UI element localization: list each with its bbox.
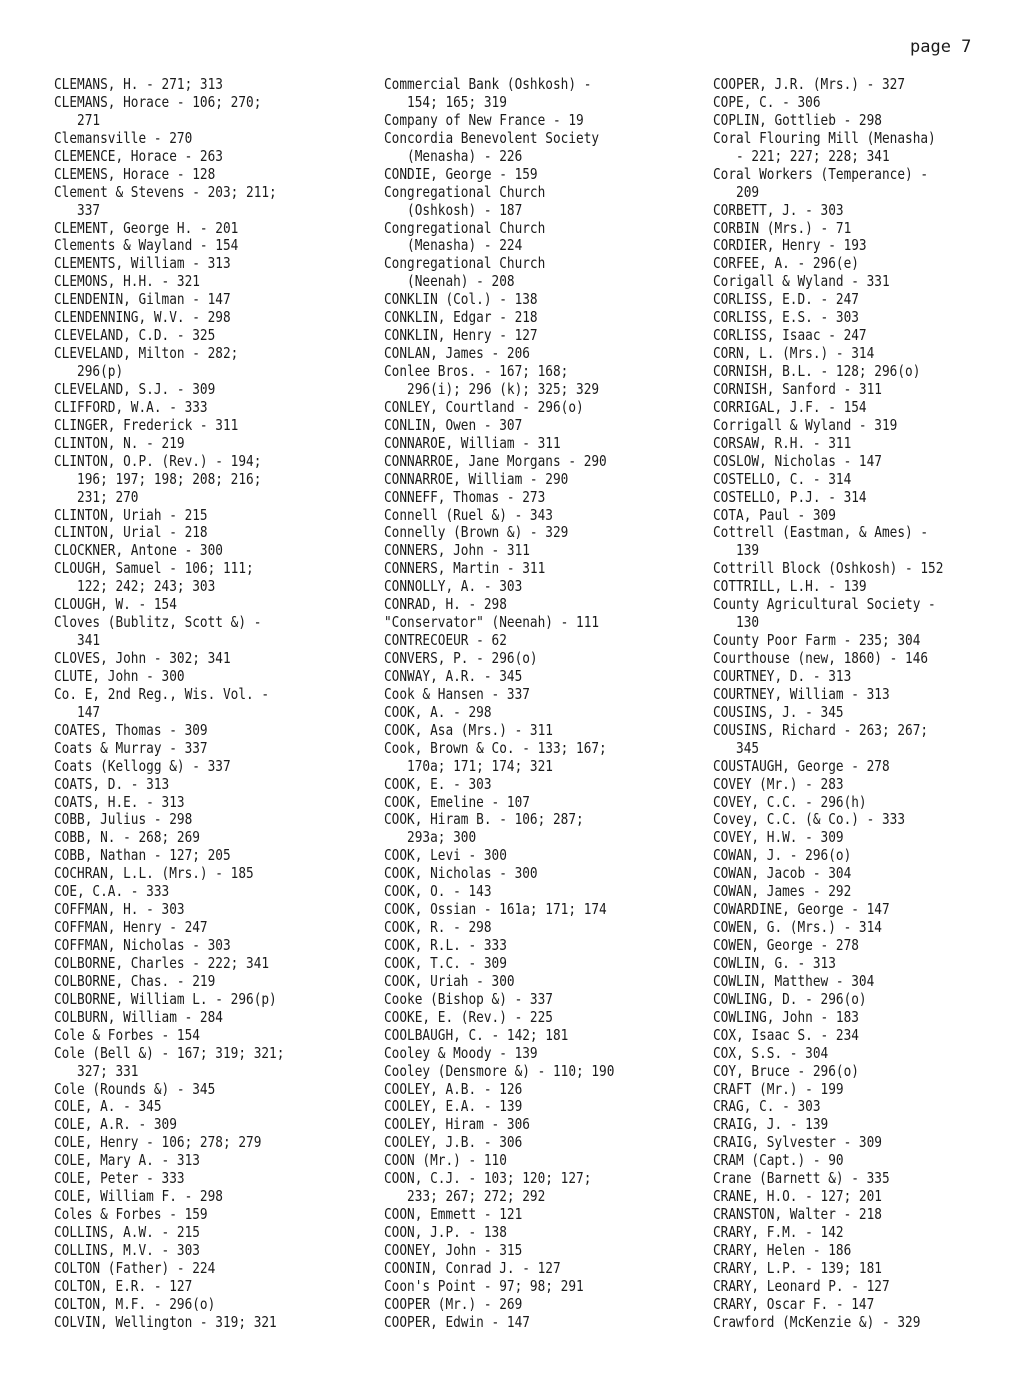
index-entry-line: CONNERS, Martin - 311 [384,559,546,578]
index-entry-line: COWEN, G. (Mrs.) - 314 [713,918,882,937]
index-entry-line: COOLEY, Hiram - 306 [384,1115,530,1134]
index-entry-line: COFFMAN, Henry - 247 [54,918,208,937]
index-entry-line: "Conservator" (Neenah) - 111 [384,613,600,632]
index-entry-line: Clemansville - 270 [54,128,193,147]
index-entry-line: Co. E, 2nd Reg., Wis. Vol. - [54,684,270,703]
index-entry-line: CORNISH, Sanford - 311 [713,379,882,398]
index-entry-line: COOPER (Mr.) - 269 [384,1294,523,1313]
index-entry-line: (Menasha) - 224 [384,236,523,255]
index-entry-line: COTA, Paul - 309 [713,505,836,524]
index-entry-line: CLINTON, Uriah - 215 [54,505,208,524]
index-entry-line: CONKLIN, Henry - 127 [384,326,538,345]
index-entry-line: COOLEY, E.A. - 139 [384,1097,523,1116]
index-entry-line: COATES, Thomas - 309 [54,720,208,739]
index-entry-line: Coon's Point - 97; 98; 291 [384,1276,584,1295]
index-entry-line: COOK, R.L. - 333 [384,936,507,954]
index-entry-line: COSTELLO, C. - 314 [713,469,852,488]
index-entry-line: COVEY, C.C. - 296(h) [713,792,867,811]
index-entry-line: (Menasha) - 226 [384,146,523,165]
index-entry-line: CLINTON, O.P. (Rev.) - 194; [54,451,262,470]
index-entry-line: CLIFFORD, W.A. - 333 [54,397,208,416]
index-entry-line: COLLINS, M.V. - 303 [54,1240,200,1259]
index-entry-line: COON (Mr.) - 110 [384,1151,507,1170]
index-entry-line: Clement & Stevens - 203; 211; [54,182,277,201]
index-entry-line: COOK, Ossian - 161a; 171; 174 [384,900,607,919]
index-entry-line: COOKE, E. (Rev.) - 225 [384,1007,553,1026]
index-entry-line: COPLIN, Gottlieb - 298 [713,110,882,129]
index-entry-line: COOK, Asa (Mrs.) - 311 [384,720,553,739]
index-entry-line: 271 [54,110,101,129]
index-entry-line: 154; 165; 319 [384,92,507,111]
index-entry-line: Courthouse (new, 1860) - 146 [713,649,929,667]
index-column-3 [713,76,990,1332]
page-number: page 7 [910,37,972,57]
index-entry-line: COON, C.J. - 103; 120; 127; [384,1169,592,1188]
index-entry-line: CORFEE, A. - 296(e) [713,254,859,273]
index-entry-line: CORLISS, E.S. - 303 [713,308,859,327]
index-entry-line: COBB, N. - 268; 269 [54,828,200,847]
index-entry-line: COWAN, James - 292 [713,882,852,901]
index-entry-line: 139 [713,541,760,560]
index-entry-line: COSLOW, Nicholas - 147 [713,451,882,470]
index-entry-line: COLBORNE, Charles - 222; 341 [54,953,270,972]
index-entry-line: CRARY, F.M. - 142 [713,1223,844,1241]
index-entry-line: CONNERS, John - 311 [384,541,530,560]
index-entry-line: CONNEFF, Thomas - 273 [384,487,546,506]
index-entry-line: Cook & Hansen - 337 [384,684,530,703]
index-entry-line: CLENDENIN, Gilman - 147 [54,290,231,309]
index-entry-line: COOPER, J.R. (Mrs.) - 327 [713,75,906,93]
index-entry-line: Concordia Benevolent Society [384,128,600,147]
index-entry-line: CORN, L. (Mrs.) - 314 [713,344,875,363]
index-entry-line: COOPER, Edwin - 147 [384,1312,530,1331]
index-entry-line: CLOUGH, Samuel - 106; 111; [54,559,254,578]
index-entry-line: COLVIN, Wellington - 319; 321 [54,1312,277,1331]
index-entry-line: Cole & Forbes - 154 [54,1025,200,1044]
index-entry-line: Congregational Church [384,182,546,201]
index-entry-line: COLE, William F. - 298 [54,1187,223,1206]
index-entry-line: Company of New France - 19 [384,110,584,129]
index-entry-line: COLTON, E.R. - 127 [54,1276,193,1295]
index-entry-line: Cole (Rounds &) - 345 [54,1079,216,1098]
index-entry-line: CONNOLLY, A. - 303 [384,577,523,596]
index-entry-line: CRAFT (Mr.) - 199 [713,1079,844,1098]
index-entry-line: County Agricultural Society - [713,595,936,614]
index-entry-line: COUSINS, J. - 345 [713,702,844,721]
index-entry-line: CONDIE, George - 159 [384,164,538,183]
index-entry-line: COWLING, John - 183 [713,1007,859,1026]
index-entry-line: CRAM (Capt.) - 90 [713,1151,844,1170]
index-entry-line: COSTELLO, P.J. - 314 [713,487,867,506]
index-entry-line: CONLEY, Courtland - 296(o) [384,397,584,416]
index-entry-line: COOLEY, A.B. - 126 [384,1079,523,1098]
index-entry-line: Congregational Church [384,254,546,273]
index-entry-line: Cottrell (Eastman, & Ames) - [713,523,929,542]
index-entry-line: COUSTAUGH, George - 278 [713,756,890,775]
index-entry-line: 296(p) [54,362,124,380]
index-entry-line: CORBIN (Mrs.) - 71 [713,218,852,237]
index-entry-line: CLEMENTS, William - 313 [54,254,231,273]
index-entry-line: CLINGER, Frederick - 311 [54,415,239,434]
index-entry-line: Coral Flouring Mill (Menasha) [713,128,936,147]
index-entry-line: COOK, Nicholas - 300 [384,864,538,883]
index-entry-line: CORLISS, E.D. - 247 [713,290,859,309]
index-entry-line: CRARY, Oscar F. - 147 [713,1294,875,1313]
index-entry-line: Cooley (Densmore &) - 110; 190 [384,1061,615,1080]
index-entry-line: COATS, H.E. - 313 [54,792,185,811]
index-entry-line: CORLISS, Isaac - 247 [713,326,867,345]
index-entry-line: Cook, Brown & Co. - 133; 167; [384,738,607,757]
index-entry-line: COOK, O. - 143 [384,882,492,901]
index-entry-line: COON, J.P. - 138 [384,1223,507,1241]
index-entry-line: COLLINS, A.W. - 215 [54,1223,200,1241]
index-entry-line: COFFMAN, Nicholas - 303 [54,936,231,954]
index-entry-line: CRANE, H.O. - 127; 201 [713,1187,882,1206]
index-entry-line: COLE, Mary A. - 313 [54,1151,200,1170]
index-entry-line: COATS, D. - 313 [54,774,170,793]
index-column-1 [54,76,331,1332]
index-entry-line: Corrigall & Wyland - 319 [713,415,898,434]
index-entry-line: CRARY, Helen - 186 [713,1240,852,1259]
index-entry-line: 130 [713,613,760,632]
index-entry-line: CONLAN, James - 206 [384,344,530,363]
index-entry-line: Crane (Barnett &) - 335 [713,1169,890,1188]
index-entry-line: COWARDINE, George - 147 [713,900,890,919]
index-entry-line: COWLING, D. - 296(o) [713,989,867,1008]
index-entry-line: CLEMANS, H. - 271; 313 [54,75,223,93]
index-entry-line: COOLBAUGH, C. - 142; 181 [384,1025,569,1044]
index-entry-line: CRAIG, J. - 139 [713,1115,829,1134]
index-entry-line: CLEMONS, H.H. - 321 [54,272,200,291]
index-entry-line: Coats & Murray - 337 [54,738,208,757]
index-entry-line: COLE, A. - 345 [54,1097,162,1116]
index-entry-line: Connelly (Brown &) - 329 [384,523,569,542]
index-entry-line: 296(i); 296 (k); 325; 329 [384,379,600,398]
index-entry-line: COOK, E. - 303 [384,774,492,793]
index-entry-line: CONVERS, P. - 296(o) [384,649,538,667]
index-entry-line: - 221; 227; 228; 341 [713,146,890,165]
index-entry-line: COE, C.A. - 333 [54,882,170,901]
index-entry-line: 147 [54,702,101,721]
index-entry-line: CLENDENNING, W.V. - 298 [54,308,231,327]
index-entry-line: COLE, Henry - 106; 278; 279 [54,1133,262,1152]
index-entry-line: 122; 242; 243; 303 [54,577,216,596]
index-entry-line: CONNARROE, Jane Morgans - 290 [384,451,607,470]
index-entry-line: CONTRECOEUR - 62 [384,631,507,650]
index-entry-line: Congregational Church [384,218,546,237]
index-entry-line: Cooke (Bishop &) - 337 [384,989,553,1008]
index-entry-line: 209 [713,182,760,201]
index-entry-line: CLOCKNER, Antone - 300 [54,541,223,560]
index-entry-line: COOK, Levi - 300 [384,846,507,865]
index-entry-line: CONNARROE, William - 290 [384,469,569,488]
index-entry-line: 341 [54,631,101,650]
index-entry-line: Commercial Bank (Oshkosh) - [384,75,592,93]
index-entry-line: COTTRILL, L.H. - 139 [713,577,867,596]
index-entry-line: Cole (Bell &) - 167; 319; 321; [54,1043,285,1062]
index-entry-line: COX, Isaac S. - 234 [713,1025,859,1044]
index-entry-line: COURTNEY, D. - 313 [713,666,852,685]
index-entry-line: COLE, Peter - 333 [54,1169,185,1188]
index-entry-line: CLEMANS, Horace - 106; 270; [54,92,262,111]
index-entry-line: Coles & Forbes - 159 [54,1205,208,1224]
index-entry-line: CLEMENS, Horace - 128 [54,164,216,183]
index-entry-line: CLUTE, John - 300 [54,666,185,685]
index-entry-line: COONIN, Conrad J. - 127 [384,1258,561,1277]
index-entry-line: CLEMENCE, Horace - 263 [54,146,223,165]
index-entry-line: CLEVELAND, Milton - 282; [54,344,239,363]
index-entry-line: (Neenah) - 208 [384,272,515,291]
index-entry-line: COURTNEY, William - 313 [713,684,890,703]
index-entry-line: 170a; 171; 174; 321 [384,756,553,775]
index-entry-line: CLOUGH, W. - 154 [54,595,177,614]
index-entry-line: COCHRAN, L.L. (Mrs.) - 185 [54,864,254,883]
index-entry-line: COOK, Hiram B. - 106; 287; [384,810,584,829]
index-entry-line: COWAN, J. - 296(o) [713,846,852,865]
index-entry-line: CRAG, C. - 303 [713,1097,821,1116]
index-entry-line: COWLIN, Matthew - 304 [713,971,875,990]
index-entry-line: COBB, Nathan - 127; 205 [54,846,231,865]
index-entry-line: COLE, A.R. - 309 [54,1115,177,1134]
index-entry-line: County Poor Farm - 235; 304 [713,631,921,650]
index-entry-line: CRARY, L.P. - 139; 181 [713,1258,882,1277]
index-entry-line: COLTON (Father) - 224 [54,1258,216,1277]
index-entry-line: COLTON, M.F. - 296(o) [54,1294,216,1313]
index-entry-line: COWEN, George - 278 [713,936,859,954]
index-entry-line: 196; 197; 198; 208; 216; [54,469,262,488]
index-entry-line: 233; 267; 272; 292 [384,1187,546,1206]
index-entry-line: COVEY, H.W. - 309 [713,828,844,847]
index-entry-line: Conlee Bros. - 167; 168; [384,362,569,380]
index-entry-line: COUSINS, Richard - 263; 267; [713,720,929,739]
index-entry-line: COPE, C. - 306 [713,92,821,111]
index-entry-line: COVEY (Mr.) - 283 [713,774,844,793]
index-entry-line: 337 [54,200,101,219]
index-entry-line: COX, S.S. - 304 [713,1043,829,1062]
index-entry-line: CONKLIN, Edgar - 218 [384,308,538,327]
index-entry-line: CORNISH, B.L. - 128; 296(o) [713,362,921,380]
index-entry-line: 231; 270 [54,487,139,506]
index-entry-line: CONKLIN (Col.) - 138 [384,290,538,309]
index-entry-line: COOK, Uriah - 300 [384,971,515,990]
index-column-2 [384,76,661,1332]
index-entry-line: COLBURN, William - 284 [54,1007,223,1026]
index-entry-line: Clements & Wayland - 154 [54,236,239,255]
index-entry-line: Crawford (McKenzie &) - 329 [713,1312,921,1331]
index-entry-line: COOK, T.C. - 309 [384,953,507,972]
index-entry-line: COY, Bruce - 296(o) [713,1061,859,1080]
index-entry-line: 345 [713,738,760,757]
index-entry-line: Coral Workers (Temperance) - [713,164,929,183]
index-entry-line: COWAN, Jacob - 304 [713,864,852,883]
index-entry-line: CORBETT, J. - 303 [713,200,844,219]
index-entry-line: CRARY, Leonard P. - 127 [713,1276,890,1295]
index-entry-line: 327; 331 [54,1061,139,1080]
index-entry-line: CLEVELAND, C.D. - 325 [54,326,216,345]
index-entry-line: COOK, Emeline - 107 [384,792,530,811]
index-entry-line: Cottrill Block (Oshkosh) - 152 [713,559,944,578]
index-entry-line: CONNAROE, William - 311 [384,433,561,452]
index-entry-line: CRANSTON, Walter - 218 [713,1205,882,1224]
index-entry-line: COWLIN, G. - 313 [713,953,836,972]
index-entry-line: CLEMENT, George H. - 201 [54,218,239,237]
index-entry-line: CLEVELAND, S.J. - 309 [54,379,216,398]
index-entry-line: COLBORNE, William L. - 296(p) [54,989,277,1008]
index-entry-line: CORRIGAL, J.F. - 154 [713,397,867,416]
index-entry-line: COOK, R. - 298 [384,918,492,937]
index-entry-line: CRAIG, Sylvester - 309 [713,1133,882,1152]
index-entry-line: CLINTON, Urial - 218 [54,523,208,542]
index-entry-line: Connell (Ruel &) - 343 [384,505,553,524]
index-entry-line: CORDIER, Henry - 193 [713,236,867,255]
index-entry-line: COLBORNE, Chas. - 219 [54,971,216,990]
index-entry-line: COON, Emmett - 121 [384,1205,523,1224]
index-entry-line: CONWAY, A.R. - 345 [384,666,523,685]
index-entry-line: COONEY, John - 315 [384,1240,523,1259]
index-entry-line: Cooley & Moody - 139 [384,1043,538,1062]
index-entry-line: CLOVES, John - 302; 341 [54,649,231,667]
index-entry-line: COOK, A. - 298 [384,702,492,721]
index-entry-line: COOLEY, J.B. - 306 [384,1133,523,1152]
index-entry-line: Covey, C.C. (& Co.) - 333 [713,810,906,829]
index-entry-line: (Oshkosh) - 187 [384,200,523,219]
index-entry-line: 293a; 300 [384,828,477,847]
index-entry-line: Cloves (Bublitz, Scott &) - [54,613,262,632]
index-entry-line: Corigall & Wyland - 331 [713,272,890,291]
index-entry-line: CORSAW, R.H. - 311 [713,433,852,452]
index-entry-line: CONRAD, H. - 298 [384,595,507,614]
index-entry-line: CLINTON, N. - 219 [54,433,185,452]
index-entry-line: COFFMAN, H. - 303 [54,900,185,919]
index-entry-line: CONLIN, Owen - 307 [384,415,523,434]
index-entry-line: COBB, Julius - 298 [54,810,193,829]
index-entry-line: Coats (Kellogg &) - 337 [54,756,231,775]
